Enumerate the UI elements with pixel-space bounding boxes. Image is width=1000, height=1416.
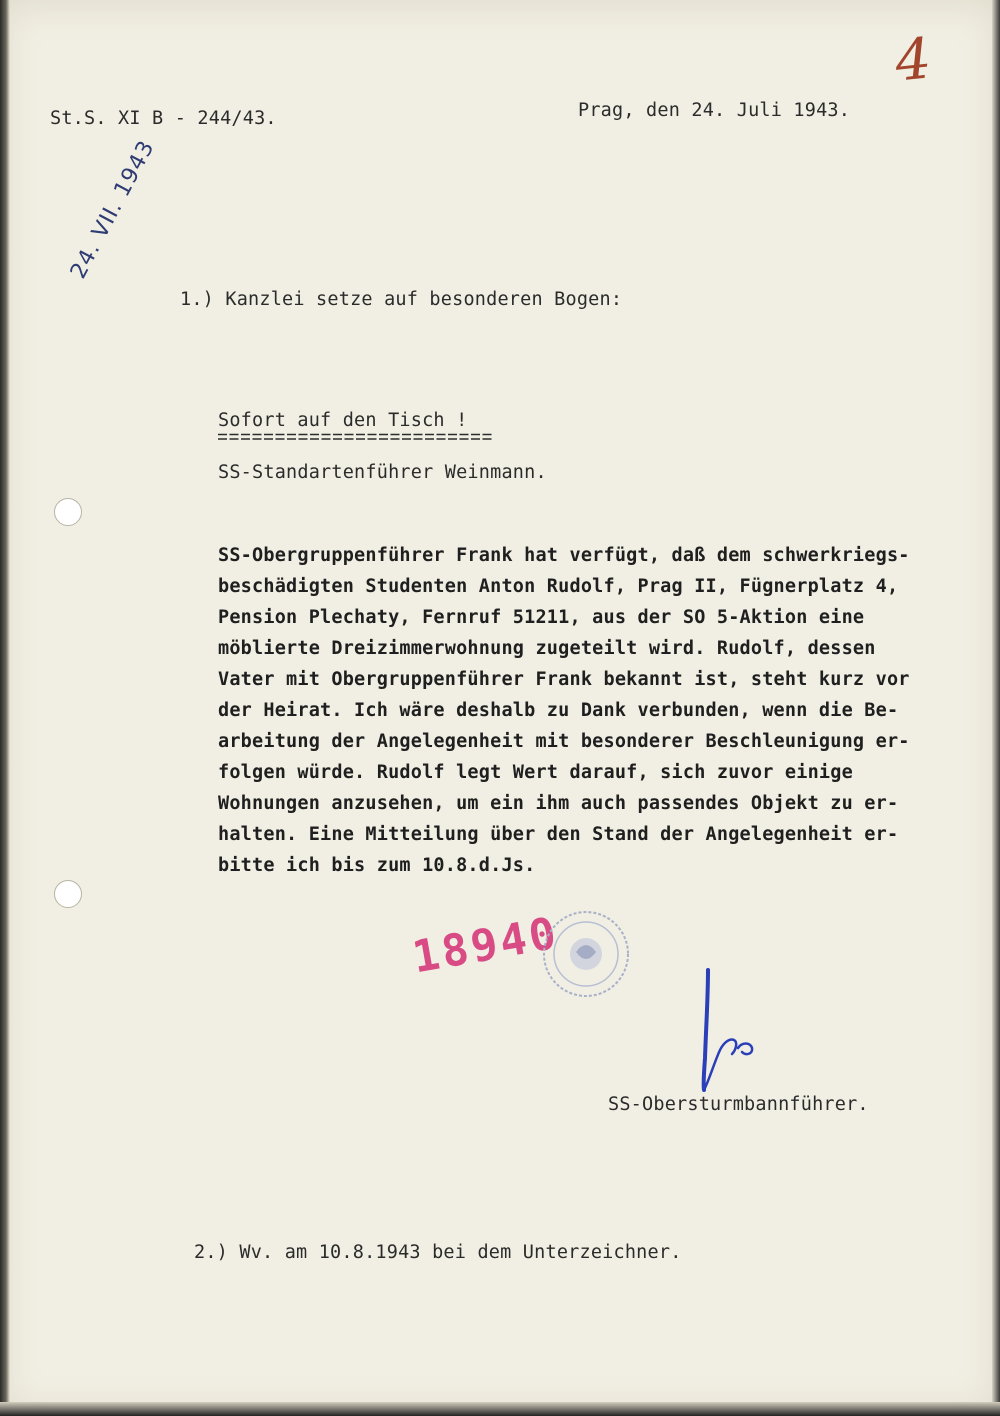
folio-number: 4 — [891, 25, 935, 96]
reference-number: St.S. XI B - 244/43. — [50, 108, 277, 129]
received-date-stamp: 24. VII. 1943 — [65, 136, 160, 283]
body-line-8: folgen würde. Rudolf legt Wert darauf, sich zuvor einige — [218, 762, 853, 783]
signatory-rank: SS-Obersturmbannführer. — [608, 1094, 869, 1115]
instruction-item-two: 2.) Wv. am 10.8.1943 bei dem Unterzeichner. — [194, 1242, 682, 1263]
page-edge-right — [992, 0, 1000, 1416]
body-line-2: beschädigten Studenten Anton Rudolf, Prag II, Fügnerplatz 4, — [218, 576, 899, 597]
body-line-4: möblierte Dreizimmerwohnung zugeteilt wird. Rudolf, dessen — [218, 638, 876, 659]
addressee-line: SS-Standartenführer Weinmann. — [218, 462, 547, 483]
body-line-3: Pension Plechaty, Fernruf 51211, aus der SO 5-Aktion eine — [218, 607, 865, 628]
page-edge-left — [0, 0, 10, 1416]
red-number-stamp: 18940 — [408, 907, 563, 984]
handwritten-signature — [690, 968, 770, 1098]
instruction-item-one: 1.) Kanzlei setze auf besonderen Bogen: — [180, 289, 623, 310]
body-line-5: Vater mit Obergruppenführer Frank bekannt ist, steht kurz vor — [218, 669, 910, 690]
body-line-6: der Heirat. Ich wäre deshalb zu Dank verbunden, wenn die Be- — [218, 700, 899, 721]
body-line-10: halten. Eine Mitteilung über den Stand der Angelegenheit er- — [218, 824, 899, 845]
punch-hole-upper — [54, 498, 82, 526]
body-line-9: Wohnungen anzusehen, um ein ihm auch passendes Objekt zu er- — [218, 793, 899, 814]
body-line-1: SS-Obergruppenführer Frank hat verfügt, daß dem schwerkriegs- — [218, 545, 910, 566]
place-date: Prag, den 24. Juli 1943. — [578, 100, 851, 121]
double-underline — [218, 433, 494, 441]
body-line-11: bitte ich bis zum 10.8.d.Js. — [218, 855, 536, 876]
body-line-7: arbeitung der Angelegenheit mit besonderer Beschleunigung er- — [218, 731, 910, 752]
punch-hole-lower — [54, 880, 82, 908]
urgent-heading: Sofort auf den Tisch ! — [218, 410, 468, 431]
page-edge-bottom — [0, 1402, 1000, 1416]
embossed-seal — [540, 908, 632, 1000]
